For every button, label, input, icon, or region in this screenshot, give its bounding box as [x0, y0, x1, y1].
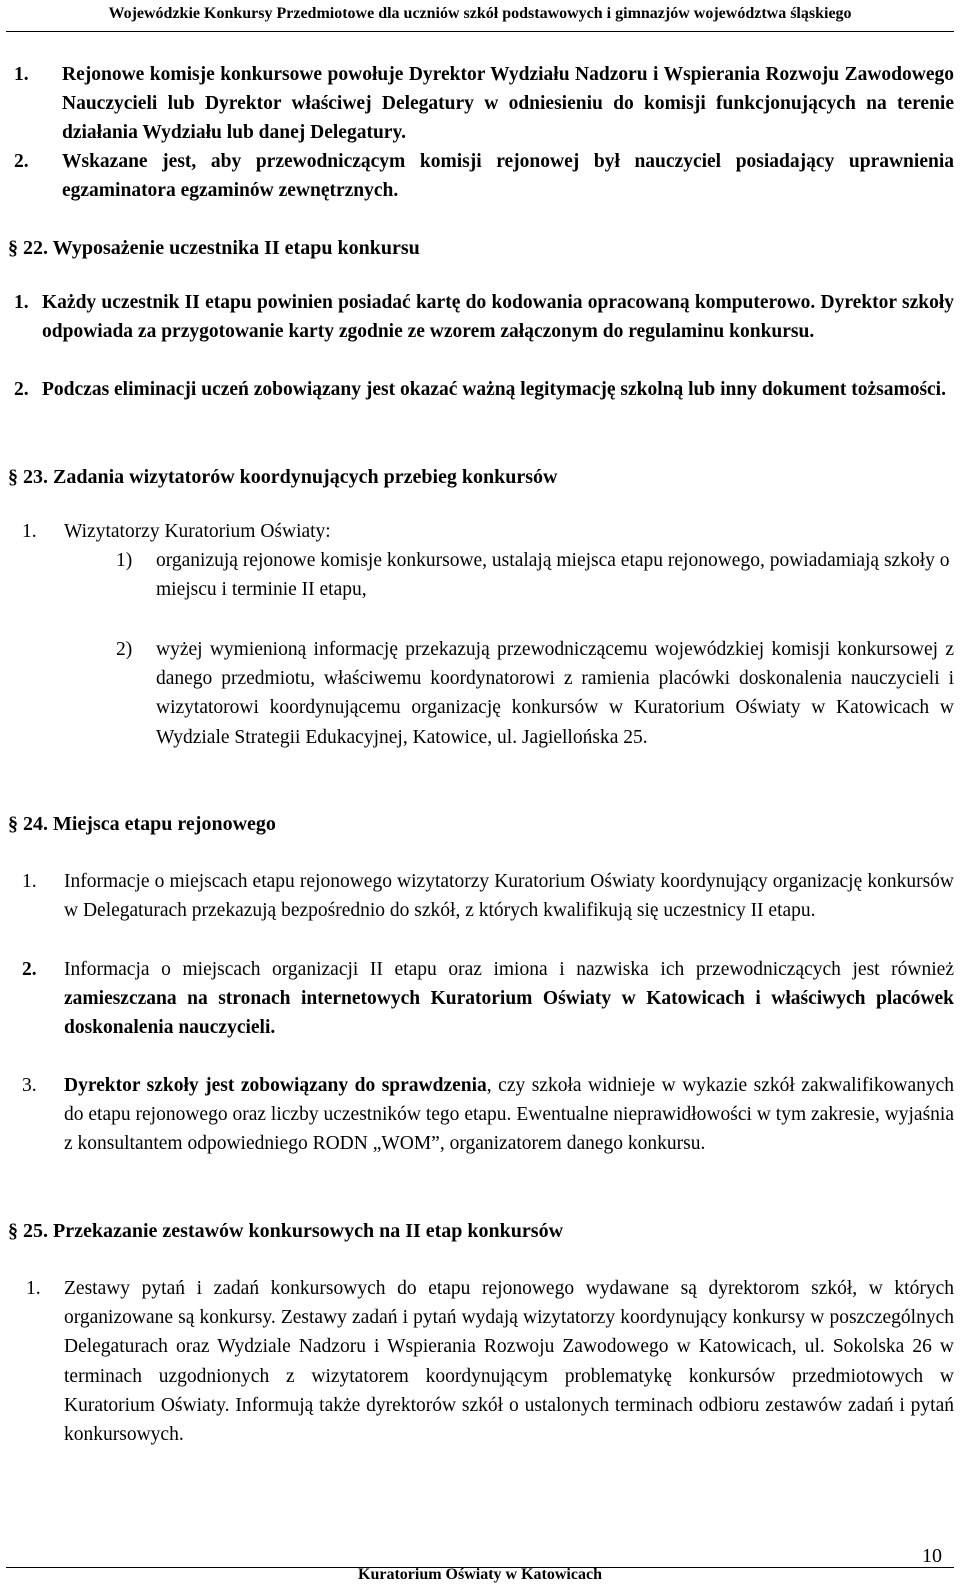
item-number: 2. — [22, 959, 37, 980]
page-header: Wojewódzkie Konkursy Przedmiotowe dla uczniów szkół podstawowych i gimnazjów województwa śląskiego — [108, 5, 852, 22]
item-text — [64, 1071, 954, 1159]
item-text-bold: Dyrektor szkoły jest zobowiązany do sprawdzenia — [64, 1075, 487, 1096]
list-item — [14, 375, 954, 404]
item-text: organizują rejonowe komisje konkursowe, ustalają miejsca etapu rejonowego, powiadamiają szkoły o miejscu i terminie II etapu, — [156, 550, 950, 601]
list-item — [22, 1071, 954, 1159]
page-number: 10 — [922, 1545, 942, 1567]
list-item — [14, 60, 954, 148]
item-number: 1. — [22, 521, 37, 542]
sub-list-item — [116, 635, 954, 752]
section-heading: § 24. Miejsca etapu rejonowego — [8, 813, 276, 835]
list-item — [14, 147, 954, 205]
list-item — [14, 288, 954, 346]
item-number: 1. — [14, 292, 29, 313]
item-text: Wizytatorzy Kuratorium Oświaty: — [64, 521, 331, 542]
item-text-plain: , czy szkoła widnieje w wykazie szkół zakwalifikowanych do etapu rejonowego oraz liczby uczestników tego etapu. Ewentualne nieprawidłowości w tym zakresie, wyjaśnia z konsultantem odpowiedniego RODN „WOM”, organizatorem danego konkursu. — [64, 1075, 954, 1155]
item-text: Wskazane jest, aby przewodniczącym komisji rejonowej był nauczyciel posiadający uprawnienia egzaminatora egzaminów zewnętrznych. — [62, 151, 954, 202]
item-text: Rejonowe komisje konkursowe powołuje Dyrektor Wydziału Nadzoru i Wspierania Rozwoju Zawodowego Nauczycieli lub Dyrektor właściwej Delegatury w odniesieniu do komisji funkcjonujących na terenie działania Wydziału lub danej Delegatury. — [62, 64, 954, 144]
item-text: Każdy uczestnik II etapu powinien posiadać kartę do kodowania opracowaną komputerowo. Dyrektor szkoły odpowiada za przygotowanie karty zgodnie ze wzorem załączonym do regulaminu konkursu. — [42, 292, 954, 343]
item-number: 3. — [22, 1075, 37, 1096]
item-text: Zestawy pytań i zadań konkursowych do etapu rejonowego wydawane są dyrektorom szkół, w których organizowane są konkursy. Zestawy zadań i pytań wydają wizytatorzy koordynujący konkursy w poszczególnych Delegaturach oraz Wydziale Nadzoru i Wspierania Rozwoju Zawodowego w Katowicach, ul. Sokolska 26 w terminach uzgodnionych z wizytatorem koordynującym problematykę konkursów przedmiotowych w Kuratorium Oświaty. Informują także dyrektorów szkół o ustalonych terminach odbioru zestawów zadań i pytań konkursowych. — [64, 1278, 954, 1446]
item-number: 2. — [14, 151, 29, 172]
item-number: 1. — [14, 64, 29, 85]
list-item — [26, 1274, 954, 1449]
item-number: 1. — [22, 871, 37, 892]
header-rule — [6, 31, 954, 32]
item-text-bold: zamieszczana na stronach internetowych Kuratorium Oświaty w Katowicach i właściwych placówek doskonalenia nauczycieli. — [64, 988, 954, 1039]
sub-list-item — [116, 546, 954, 604]
item-text: Informacje o miejscach etapu rejonowego wizytatorzy Kuratorium Oświaty koordynujący organizację konkursów w Delegaturach przekazują bezpośrednio do szkół, z których kwalifikują się uczestnicy II etapu. — [64, 871, 954, 922]
item-number: 1. — [26, 1278, 41, 1299]
item-text: wyżej wymienioną informację przekazują przewodniczącemu wojewódzkiej komisji konkursowej z danego przedmiotu, właściwemu koordynatorowi z ramienia placówki doskonalenia nauczycieli i wizytatorowi koordynującemu organizację konkursów w Kuratorium Oświaty w Katowicach w Wydziale Strategii Edukacyjnej, Katowice, ul. Jagiellońska 25. — [156, 639, 954, 748]
section-heading: § 22. Wyposażenie uczestnika II etapu konkursu — [8, 237, 420, 259]
item-number: 1) — [116, 550, 133, 571]
list-item — [22, 955, 954, 1043]
section-heading: § 23. Zadania wizytatorów koordynujących przebieg konkursów — [8, 466, 558, 488]
list-item — [22, 867, 954, 925]
page-footer: Kuratorium Oświaty w Katowicach — [358, 1566, 602, 1583]
item-text-plain: Informacja o miejscach organizacji II etapu oraz imiona i nazwiska ich przewodniczących jest również — [64, 959, 954, 980]
item-text — [64, 955, 954, 1043]
list-item — [22, 517, 942, 546]
item-text: Podczas eliminacji uczeń zobowiązany jest okazać ważną legitymację szkolną lub inny dokument tożsamości. — [42, 379, 946, 400]
item-number: 2. — [14, 379, 29, 400]
item-number: 2) — [116, 639, 133, 660]
section-heading: § 25. Przekazanie zestawów konkursowych na II etap konkursów — [8, 1220, 564, 1242]
